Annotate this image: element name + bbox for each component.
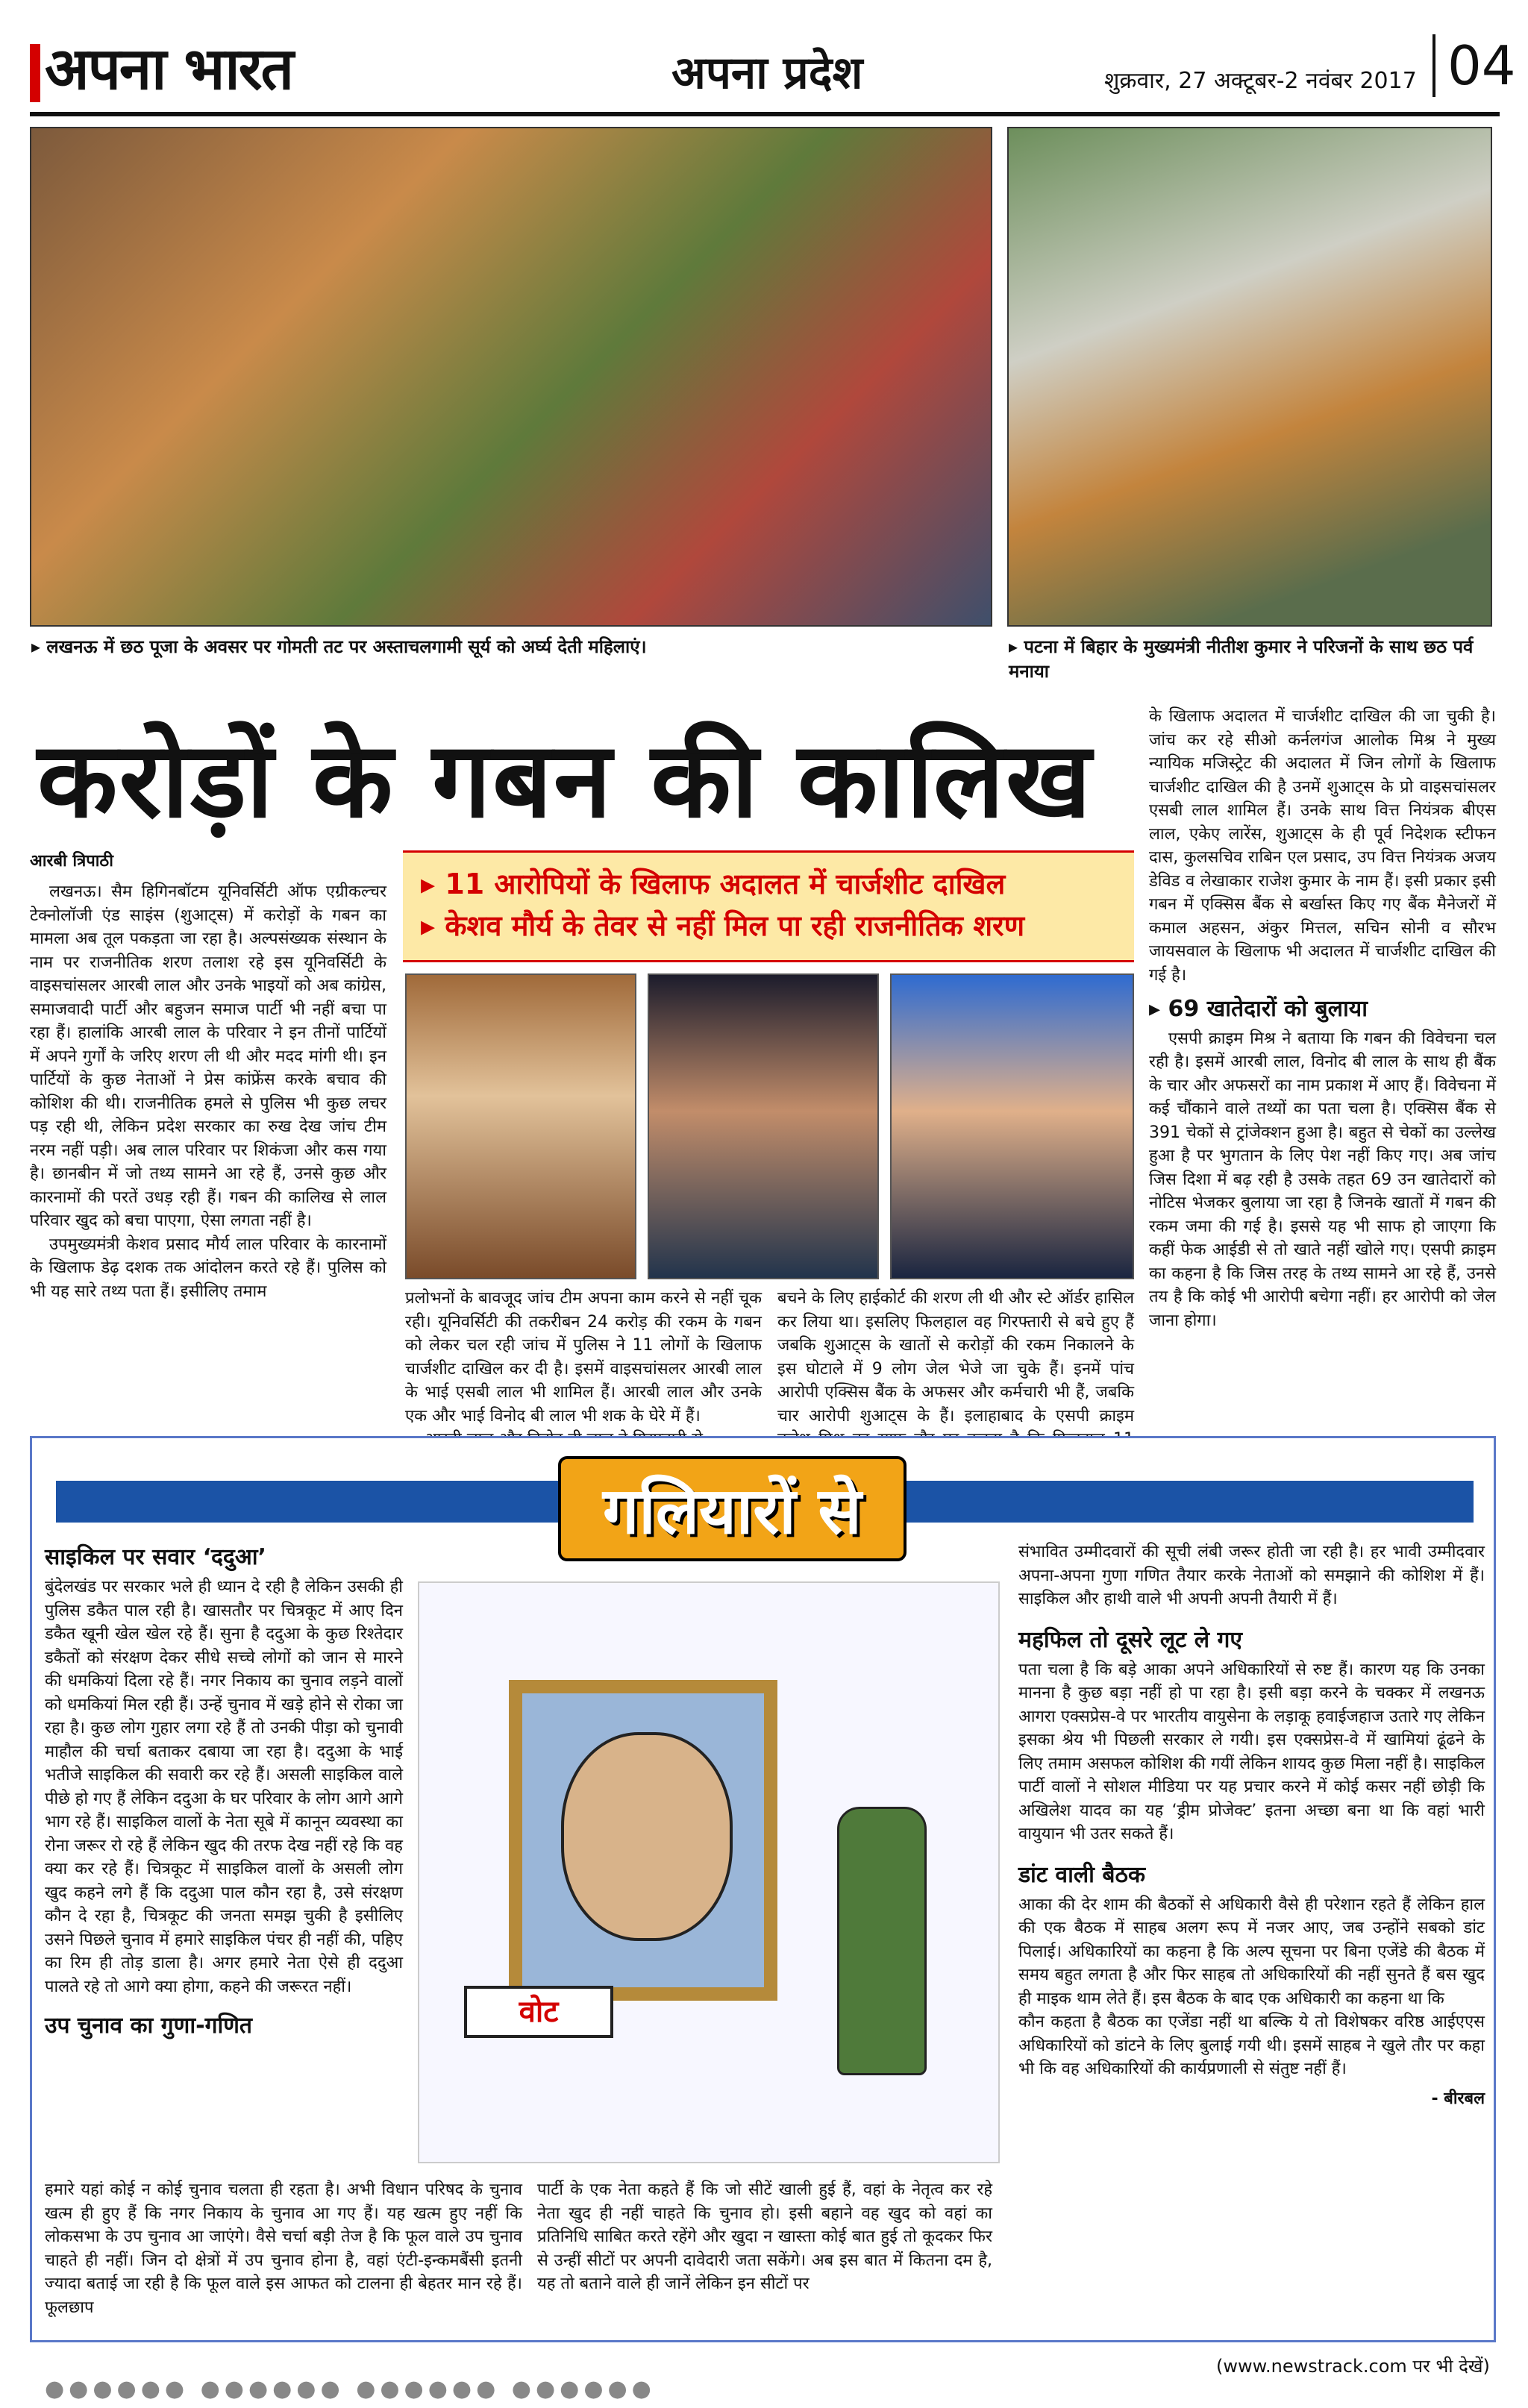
highlight-2-text: केशव मौर्य के तेवर से नहीं मिल पा रही राजनीतिक शरण bbox=[445, 909, 1025, 942]
story-col-2 bbox=[405, 1287, 762, 1452]
page-header bbox=[30, 27, 1516, 116]
sub3-heading: महफिल तो दूसरे लूट ले गए bbox=[1018, 1626, 1242, 1653]
photo-nitish-kumar bbox=[1007, 127, 1492, 627]
footer-color-dots: ●●●●●● ●●●●●● ●●●●●● ●●●●●● bbox=[45, 2376, 656, 2402]
portrait-2 bbox=[648, 973, 879, 1279]
bullet-icon: ▸ bbox=[1149, 996, 1168, 1022]
galiyaron-mid-text: पार्टी के एक नेता कहते हैं कि जो सीटें खाली हुई हैं, वहां के नेतृत्व कर रहे नेता खुद ही नहीं चाहते कि चुनाव हो। इसी बहाने वह खुद को वहां का प्रतिनिधि साबित करते रहेंगे और खुदा न खास्ता कोई बात हुई तो कूदकर फिर से उन्हीं सीटों पर अपनी दावेदारी जता सकेंगे। अब इस बात में कितना दम है, यह तो बताने वाले ही जानें लेकिन इन सीटों पर bbox=[537, 2180, 992, 2293]
story-col-4 bbox=[1149, 705, 1496, 1332]
masthead bbox=[30, 27, 292, 106]
masthead-title: अपना भारत bbox=[45, 36, 292, 103]
sub1-text: बुंदेलखंड पर सरकार भले ही ध्यान दे रही है लेकिन उसकी ही पुलिस डकैत पाल रही है। खासतौर पर चित्रकूट में आए दिन डकैत खूनी खेल खेल रहे हैं। सुना है ददुआ के कुछ रिश्तेदार डकैतों को संरक्षण देकर सीधे सच्चे लोगों को जान से मारने की धमकियां दिला रहे हैं। नगर निकाय का चुनाव लड़ने वालों को धमकियां मिल रही हैं। उन्हें चुनाव में खड़े होने से रोका जा रहा है। कुछ लोग गुहार लगा रहे हैं तो उनकी पीड़ा को चुनावी माहौल की चर्चा बताकर दबाया जा रहा है। ददुआ के भाई भतीजे साइकिल की सवारी कर रहे हैं। असली साइकिल वाले पीछे हो गए हैं लेकिन ददुआ के घर परिवार के लोग आगे आगे भाग रहे हैं। साइकिल वालों के नेता सूबे में कानून व्यवस्था का रोना जरूर रो रहे हैं लेकिन खुद की तरफ देख नहीं रहे कि वह क्या कर रहे हैं। चित्रकूट में साइकिल वालों के असली लोग खुद कहने लगे हैं कि ददुआ पाल कौन रहा है, उसे संरक्षण कौन दे रहा है, चित्रकूट की जनता समझ चुकी है इसीलिए उसने पिछले चुनाव में हमारे साइकिल पंचर ही नहीं की, पहिए का रिम ही तोड़ डाला है। अगर हमारे नेता ऐसे ही ददुआ पालते रहे तो आगे क्या होगा, कहने की जरूरत नहीं। bbox=[45, 1578, 403, 1996]
bullet-icon: ▸ bbox=[421, 868, 445, 900]
galiyaron-col-right bbox=[1018, 1540, 1485, 2110]
story-subhead bbox=[1149, 997, 1496, 1021]
bullet-icon: ▸ bbox=[421, 909, 445, 942]
story-col-1-p2: उपमुख्यमंत्री केशव प्रसाद मौर्य लाल परिवार के कारनामों के खिलाफ डेढ़ दशक तक आंदोलन करते रहे हैं। पुलिस को भी यह सारे तथ्य पता हैं। इसीलिए तमाम bbox=[30, 1235, 386, 1301]
sub1-heading: साइकिल पर सवार ‘ददुआ’ bbox=[45, 1544, 266, 1570]
sub4-text: आका की देर शाम की बैठकों से अधिकारी वैसे ही परेशान रहते हैं लेकिन हाल की एक बैठक में साहब अलग रूप में नजर आए, जब उन्होंने सबको डांट पिलाई। अधिकारियों का कहना है कि अल्प सूचना पर बिना एजेंडे की बैठक में समय बहुत लगता है और फिर साहब तो अधिकारियों की नहीं सुनते हैं बस खुद ही माइक थाम लेते हैं। इस बैठक के बाद एक अधिकारी का कहना था कि bbox=[1018, 1895, 1485, 2008]
galiyaron-title: गलियारों से bbox=[558, 1456, 907, 1561]
highlight-box bbox=[403, 850, 1134, 962]
sub4-heading: डांट वाली बैठक bbox=[1018, 1861, 1145, 1888]
political-cartoon bbox=[418, 1581, 1000, 2163]
photo-caption-1: ▸ लखनऊ में छठ पूजा के अवसर पर गोमती तट पर अस्ताचलगामी सूर्य को अर्घ्य देती महिलाएं। bbox=[31, 634, 986, 659]
galiyaron-col-1 bbox=[45, 1540, 403, 2039]
photo-chhath-lucknow bbox=[30, 127, 992, 627]
story-col-1 bbox=[30, 880, 386, 1303]
sub2-text: हमारे यहां कोई न कोई चुनाव चलता ही रहता है। अभी विधान परिषद के चुनाव खत्म ही हुए हैं कि नगर निकाय के चुनाव आ गए हैं। यह खत्म हुए नहीं कि लोकसभा के उप चुनाव आ जाएंगे। वैसे चर्चा बड़ी तेज है कि फूल वाले उप चुनाव चाहते ही नहीं। जिन दो क्षेत्रों में उप चुनाव होना है, वहां एंटी-इन्कमबैंसी इतनी ज्यादा बताई जा रही है कि फूल वाले इस आफत को टालना ही बेहतर मान रहे हैं। फूलछाप bbox=[45, 2180, 522, 2317]
bottom-right-text: कौन कहता है बैठक का एजेंडा नहीं था बल्कि ये तो विशेषकर वरिष्ठ आईएएस अधिकारियों को डांटने के लिए बुलाई गयी थी। इसमें साहब ने खुले तौर पर कहा भी कि वह अधिकारियों की कार्यप्रणाली से संतुष्ट नहीं हैं। bbox=[1018, 2013, 1485, 2078]
story-subhead-text: 69 खातेदारों को बुलाया bbox=[1168, 996, 1368, 1022]
sub2-heading: उप चुनाव का गुणा-गणित bbox=[45, 2013, 253, 2039]
highlight-2 bbox=[421, 905, 1116, 947]
section-title: अपना प्रदेश bbox=[671, 47, 863, 99]
photo-caption-2: ▸ पटना में बिहार के मुख्यमंत्री नीतीश कुमार ने परिजनों के साथ छठ पर्व मनाया bbox=[1009, 634, 1494, 683]
right-top-text: संभावित उम्मीदवारों की सूची लंबी जरूर होती जा रही है। हर भावी उम्मीदवार अपना-अपना गुणा गणित तैयार करके नेताओं को समझाने की कोशिश में हैं। साइकिल और हाथी वाले भी अपनी अपनी तैयारी में हैं। bbox=[1018, 1543, 1485, 1608]
website-link[interactable]: (www.newstrack.com पर भी देखें) bbox=[1216, 2356, 1490, 2377]
highlight-1-text: 11 आरोपियों के खिलाफ अदालत में चार्जशीट दाखिल bbox=[445, 868, 1006, 900]
portrait-1 bbox=[405, 973, 636, 1279]
page-number: 04 bbox=[1432, 34, 1516, 97]
cartoon-vote-sign: वोट bbox=[464, 1986, 613, 2038]
story-col-1-p1: लखनऊ। सैम हिगिनबॉटम यूनिवर्सिटी ऑफ एग्रीकल्चर टेक्नोलॉजी एंड साइंस (शुआट्स) में करोड़ों के गबन का मामला अब तूल पकड़ता जा रहा है। अल्पसंख्यक संस्थान के नाम पर राजनीतिक शरण तलाश रहे इस यूनिवर्सिटी के वाइसचांसलर आरबी लाल और उनके भाइयों को अब कांग्रेस, समाजवादी पार्टी और बहुजन समाज पार्टी भी नहीं बचा पा रहा हैं। हालांकि आरबी लाल के परिवार ने इन तीनों पार्टियों में अपने गुर्गों के जरिए शरण ली थी और मदद मांगी थी। इन पार्टियों के कुछ नेताओं ने प्रेस कांफ्रेंस करके बचाव की कोशिश की थी। राजनीतिक हमले से पुलिस भी कुछ लचर पड़ रही थी, लेकिन प्रदेश सरकार का रुख देख जांच टीम नरम नहीं पड़ी। अब लाल परिवार पर शिकंजा और कस गया है। छानबीन में जो तथ्य सामने आ रहे हैं, उनसे कुछ और कारनामों की परतें उधड़ रही हैं। गबन की कालिख से लाल परिवार खुद को बचा पाएगा, ऐसा लगता नहीं है। bbox=[30, 882, 386, 1230]
signoff: - बीरबल bbox=[1431, 2089, 1485, 2108]
highlight-1 bbox=[421, 863, 1116, 905]
main-headline: करोड़ों के गबन की कालिख bbox=[37, 719, 1093, 841]
portrait-3 bbox=[890, 973, 1134, 1279]
masthead-bar bbox=[30, 44, 40, 102]
cartoon-portrait-face bbox=[561, 1732, 733, 1941]
author: आरबी त्रिपाठी bbox=[30, 852, 113, 871]
story-col-4-p2: एसपी क्राइम मिश्र ने बताया कि गबन की विवेचना चल रही है। इसमें आरबी लाल, विनोद बी लाल के साथ ही बैंक के चार और अफसरों का नाम प्रकाश में आए हैं। विवेचना में कई चौंकाने वाले तथ्यों का पता चला है। एक्सिस बैंक से 391 चेकों से ट्रांजेक्शन हुआ है। बहुत से चेकों का उल्लेख हुआ है पर भुगतान के लिए पेश नहीं किए गए। अब जांच जिस दिशा में बढ़ रही है उसके तहत 69 उन खातेदारों को नोटिस भेजकर बुलाया जा रहा है जिनके खातों में गबन की रकम जमा की गई है। इससे यह भी साफ हो जाएगा कि कहीं फेक आईडी से तो खाते नहीं खोले गए। एसपी क्राइम का कहना है कि जिस तरह के तथ्य सामने आ रहे हैं, उनसे तय है कि कोई भी आरोपी बचेगा नहीं। हर आरोपी को जेल जाना होगा। bbox=[1149, 1029, 1496, 1330]
sub3-text: पता चला है कि बड़े आका अपने अधिकारियों से रुष्ट हैं। कारण यह कि उनका मानना है कुछ बड़ा नहीं हो पा रहा है। इसी बड़ा करने के चक्कर में लखनऊ आगरा एक्सप्रेस-वे पर भारतीय वायुसेना के लड़ाकू हवाईजहाज उतारे गए लेकिन इसका श्रेय भी पिछली सरकार ले गयी। इस एक्सप्रेस-वे में खामियां ढूंढने के लिए तमाम असफल कोशिश की गयीं लेकिन शायद कुछ मिला नहीं है। साइकिल पार्टी वालों ने सोशल मीडिया पर यह प्रचार करने में कोई कसर नहीं छोड़ी कि अखिलेश यादव का यह ‘ड्रीम प्रोजेक्ट’ इतना अच्छा बना था कि वहां भारी वायुयान भी उतर सकते हैं। bbox=[1018, 1660, 1485, 1843]
cartoon-soldier bbox=[837, 1807, 927, 2075]
story-col-2-p1: प्रलोभनों के बावजूद जांच टीम अपना काम करने से नहीं चूक रही। यूनिवर्सिटी की तकरीबन 24 करोड़ की रकम के गबन को लेकर चल रही जांच में पुलिस ने 11 लोगों के खिलाफ चार्जशीट दाखिल कर दी है। इसमें वाइसचांसलर आरबी लाल के भाई एसबी लाल भी शामिल हैं। आरबी लाल और उनके एक और भाई विनोद बी लाल भी शक के घेरे में हैं। bbox=[405, 1289, 762, 1426]
dateline: शुक्रवार, 27 अक्टूबर-2 नवंबर 2017 bbox=[1104, 68, 1417, 94]
story-col-4-p1: के खिलाफ अदालत में चार्जशीट दाखिल की जा चुकी है। जांच कर रहे सीओ कर्नलगंज आलोक मिश्र ने मुख्य न्यायिक मजिस्ट्रेट की अदालत में जिन लोगों के खिलाफ चार्जशीट दाखिल की है उनमें शुआट्स के प्रो वाइसचांसलर एसबी लाल शामिल हैं। उनके साथ वित्त नियंत्रक बीएस लाल, एकेए लारेंस, शुआट्स के ही पूर्व निदेशक स्टीफन दास, कुलसचिव राबिन एल प्रसाद, उप वित्त नियंत्रक अजय डेविड व लेखाकार राजेश कुमार के नाम हैं। इसी प्रकार इसी गबन में एक्सिस बैंक से बर्खास्त किए गए बैंक मैनेजरों में कमाल अहसन, अंकुर मित्तल, सचिन सोनी व सौरभ जायसवाल के खिलाफ भी अदालत में चार्जशीट दाखिल की गई है। bbox=[1149, 707, 1496, 985]
story-col-3-p1: बचने के लिए हाईकोर्ट की शरण ली थी और स्टे ऑर्डर हासिल कर लिया था। इसलिए फिलहाल वह गिरफ्तारी से बचे हुए हैं जबकि शुआट्स के खातों से करोड़ों की रकम निकालने के इस घोटाले में 9 लोग जेल भेजे जा चुके हैं। इनमें पांच आरोपी एक्सिस बैंक के अफसर और कर्मचारी भी हैं, जबकि चार आरोपी शुआट्स के हैं। इलाहाबाद के एसपी क्राइम bbox=[777, 1289, 1134, 1426]
